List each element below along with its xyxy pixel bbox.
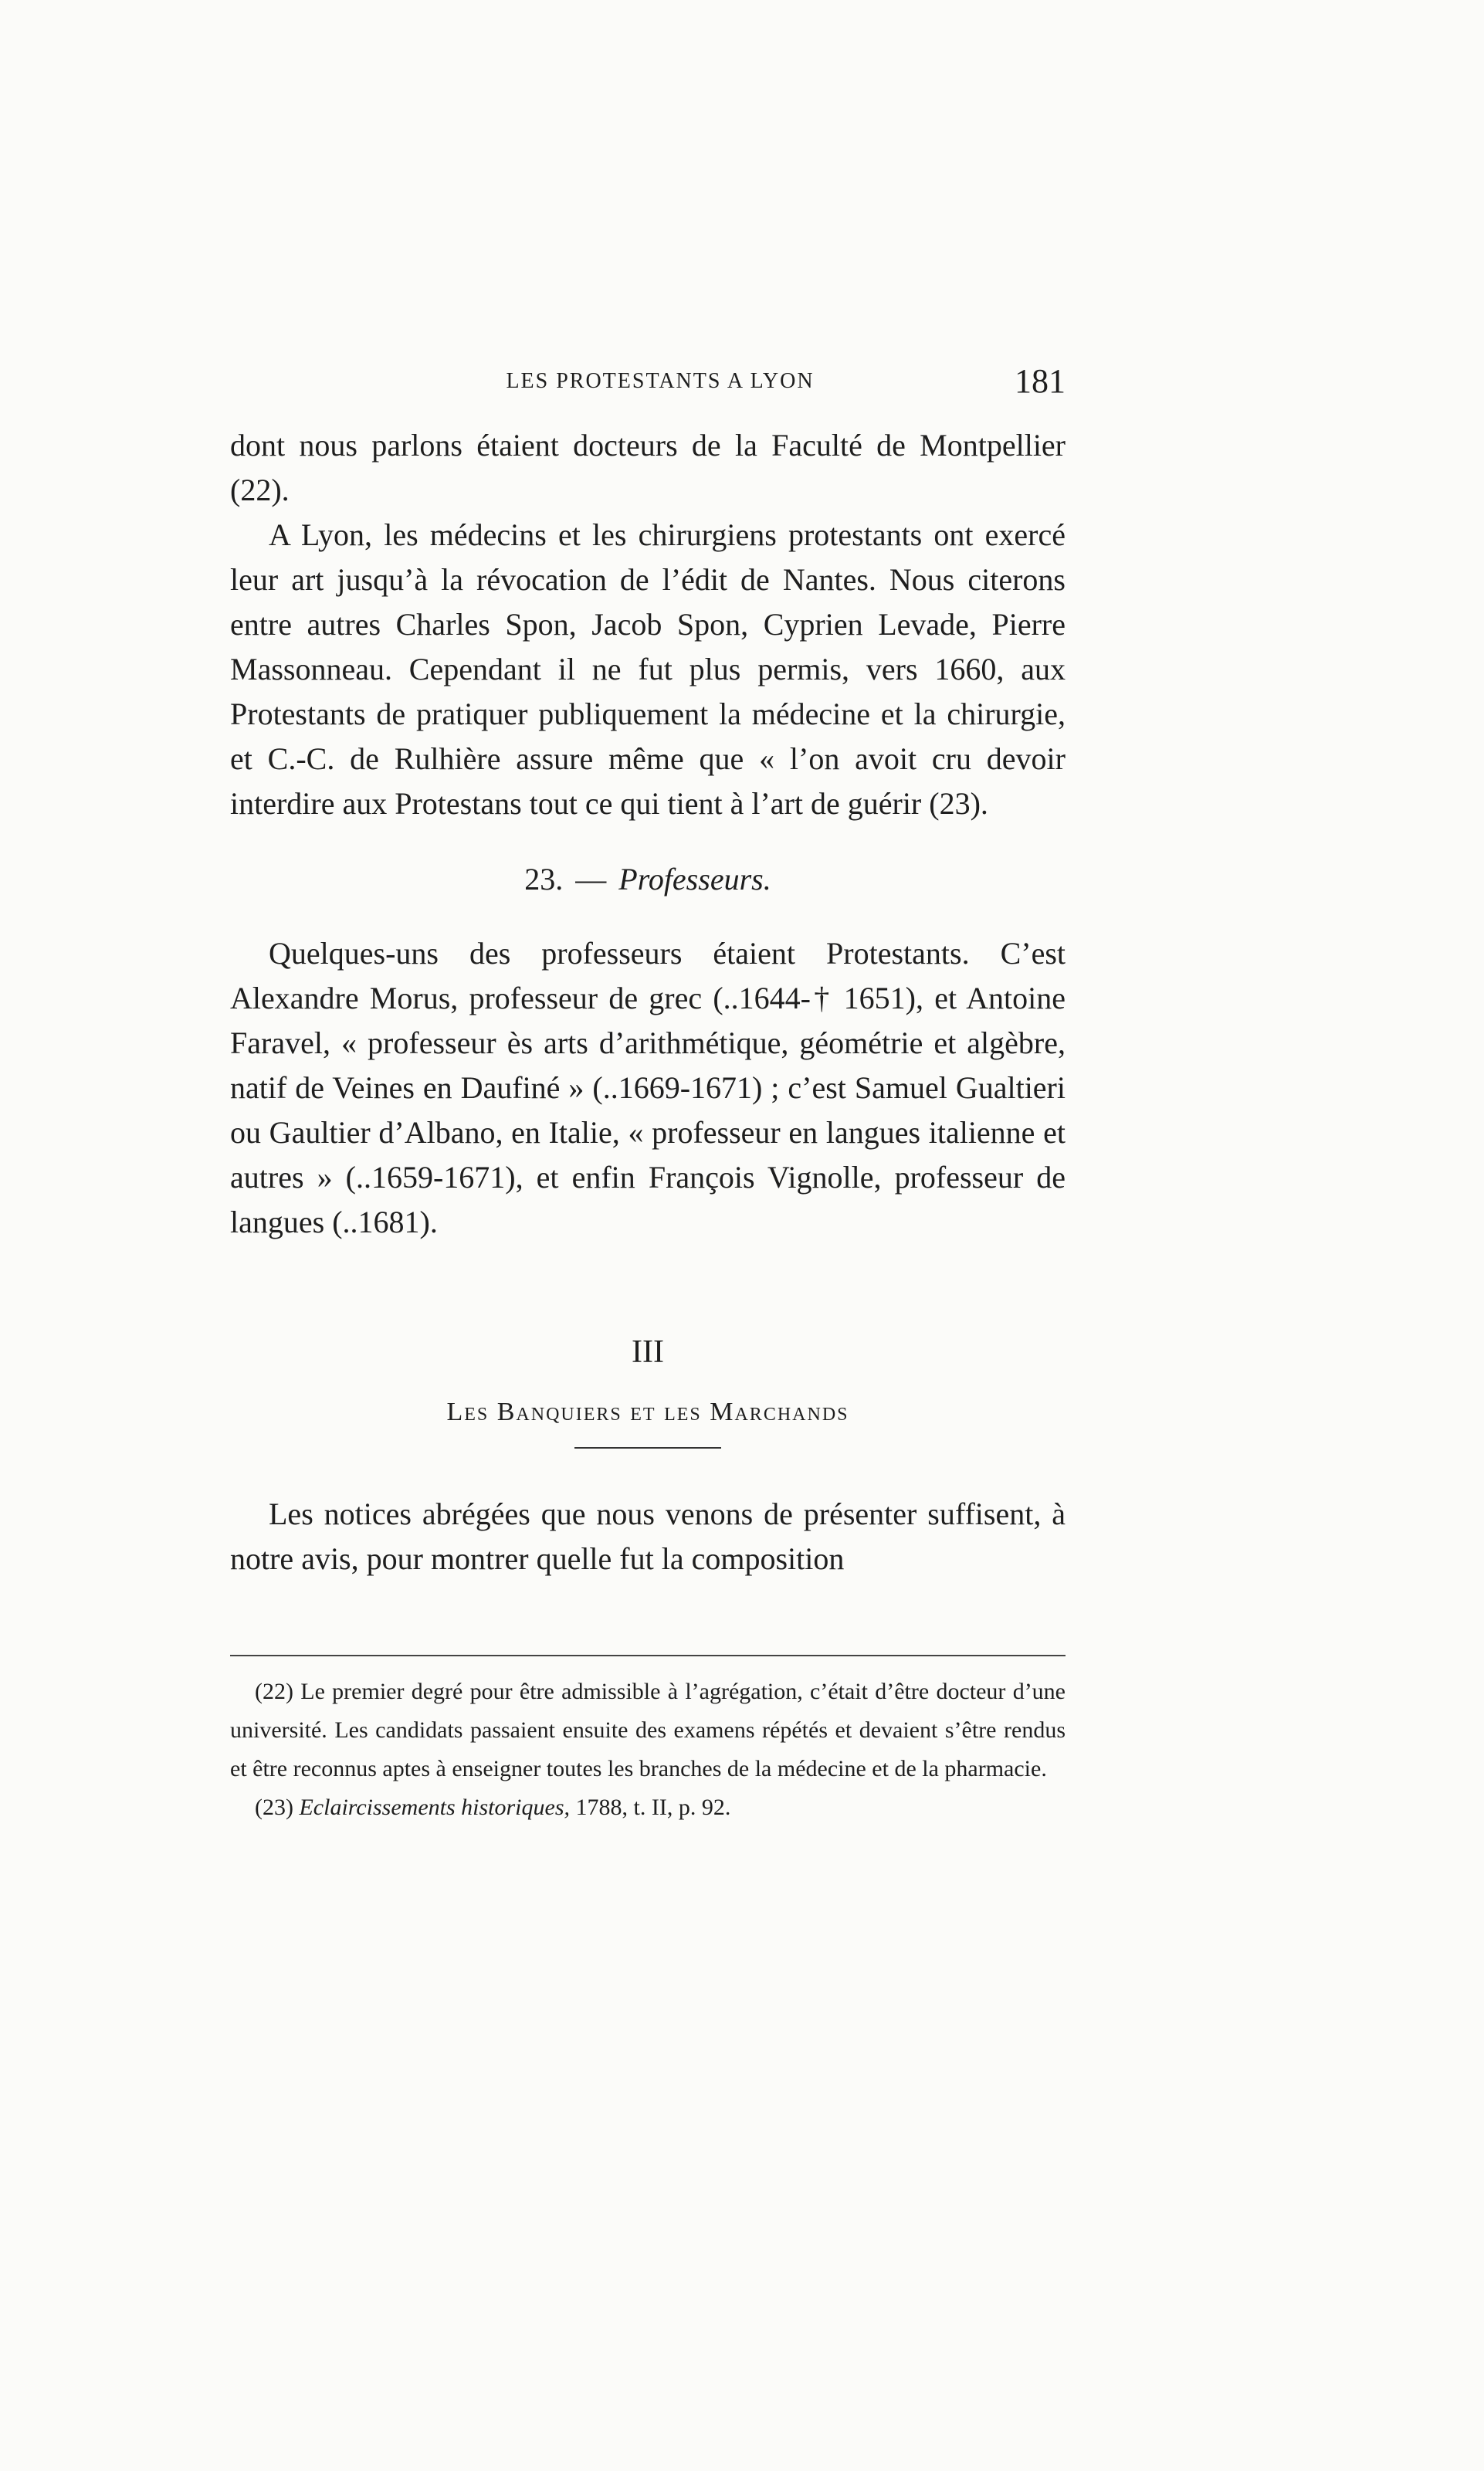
paragraph-banquiers: Les notices abrégées que nous venons de présenter suffisent, à notre avis, pour montrer quelle fut la composition (230, 1496, 1066, 1576)
footnote-23-details: 1788, t. II, p. 92. (575, 1795, 731, 1820)
paragraph-professeurs: Quelques-uns des professeurs étaient Protestants. C’est Alexandre Morus, professeur de grec (..1644-† 1651), et Antoine Faravel, « professeur ès arts d’arithmétique, géométrie et algèbre, natif de Veines en Daufiné » (..1669-1671) ; c’est Samuel Gualtieri ou Gaultier d’Albano, en Italie, « professeur en langues italienne et autres » (..1659-1671), et enfin François Vignolle, professeur de langues (..1681). (230, 936, 1066, 1239)
footnote-22: (22) Le premier degré pour être admissible à l’agrégation, c’était d’être docteur d’une université. Les candidats passaient ensuite des examens répétés et devaient s’être rendus et être reconnus aptes à enseigner toutes les branches de la médecine et de la pharmacie. (230, 1679, 1066, 1781)
footnote-23-title: Eclaircissements historiques, (299, 1795, 571, 1820)
part-title: Les Banquiers et les Marchands (446, 1398, 849, 1426)
part-divider (574, 1447, 721, 1449)
page-number: 181 (1015, 362, 1066, 400)
footnotes (230, 1673, 1066, 1827)
section-title: Professeurs. (618, 862, 771, 897)
section-heading-professeurs (230, 857, 1066, 902)
footnote-23-number: (23) (255, 1795, 293, 1820)
part-number: III (632, 1334, 664, 1370)
paragraph-continuation: dont nous parlons étaient docteurs de la Faculté de Montpellier (22). (230, 428, 1066, 507)
main-text (230, 423, 1066, 1581)
section-dash: — (575, 862, 607, 897)
footnote-divider (230, 1655, 1066, 1656)
running-title: LES PROTESTANTS A LYON (506, 369, 815, 393)
page-header (232, 361, 1066, 408)
paragraph-lyon-physicians: A Lyon, les médecins et les chirurgiens protestants ont exercé leur art jusqu’à la révocation de l’édit de Nantes. Nous citerons entre autres Charles Spon, Jacob Spon, Cyprien Levade, Pierre Massonneau. Cependant il ne fut plus permis, vers 1660, aux Protestants de pratiquer publiquement la médecine et la chirurgie, et C.-C. de Rulhière assure même que « l’on avoit cru devoir interdire aux Protestans tout ce qui tient à l’art de guérir (23). (230, 517, 1066, 821)
footnote-23 (230, 1788, 1066, 1827)
section-number: 23. (524, 862, 564, 897)
